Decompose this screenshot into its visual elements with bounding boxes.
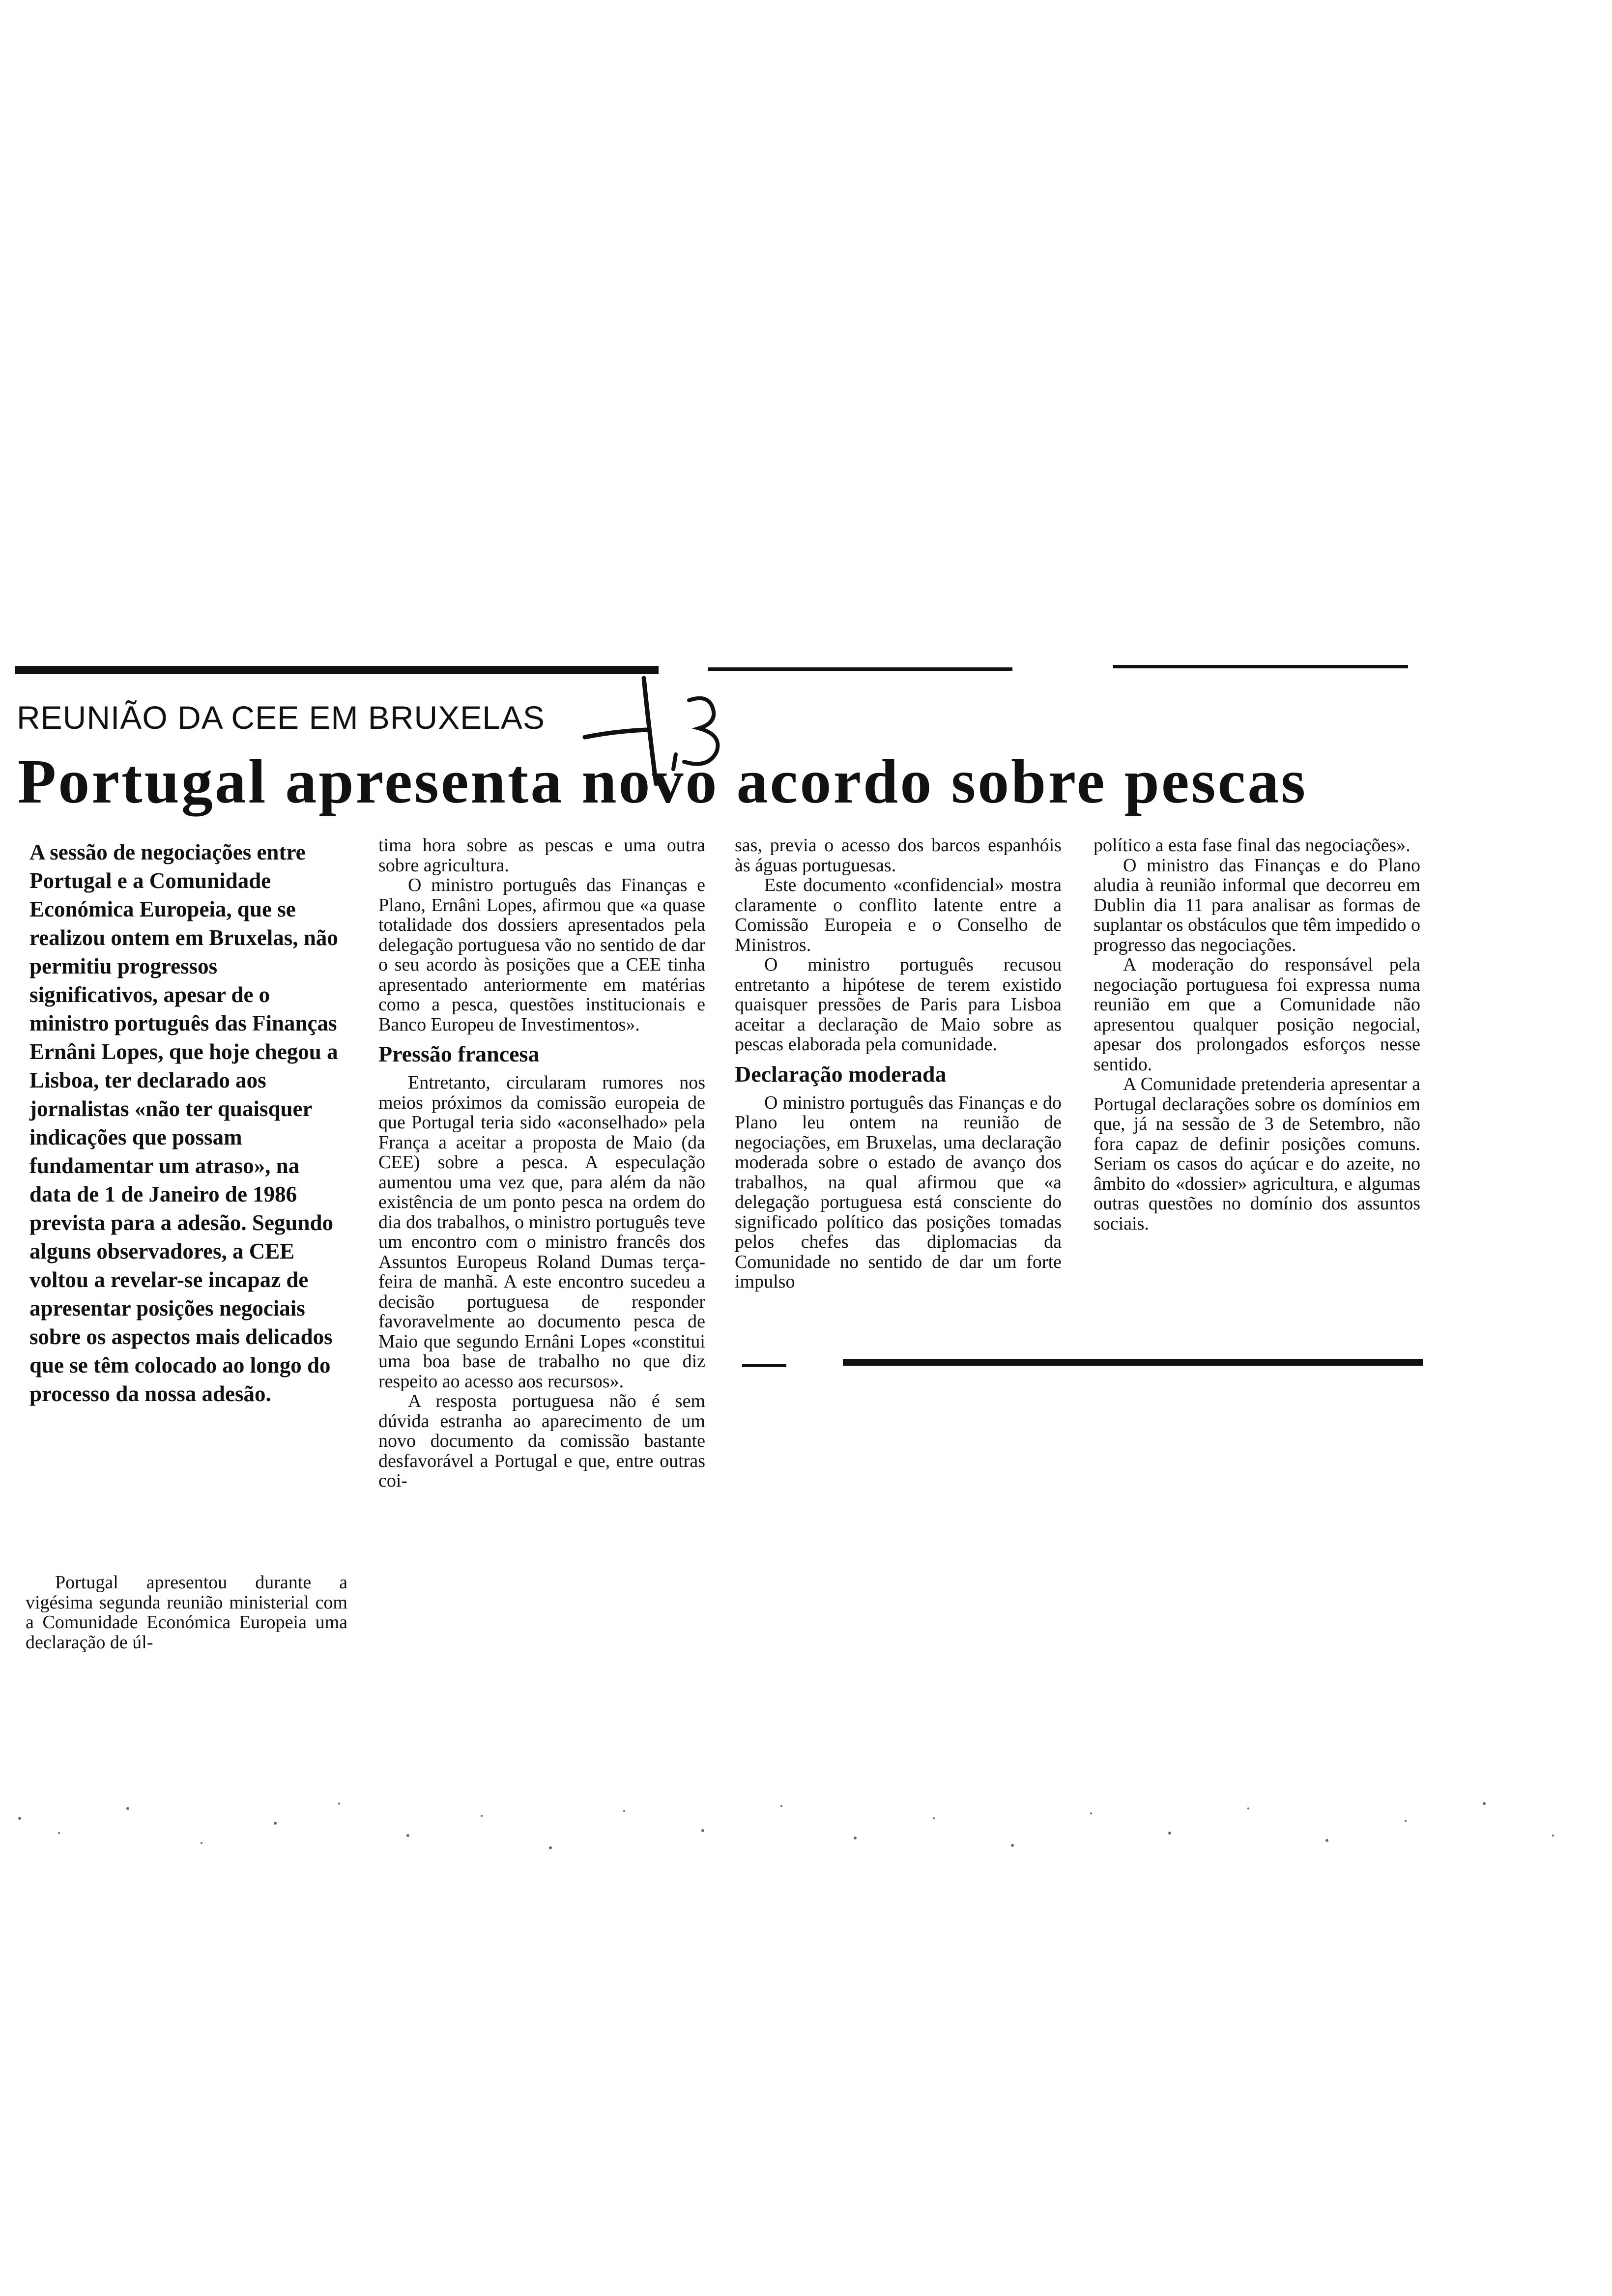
column-3-paragraph-2: Este documento «confidencial» mostra claramente o conflito latente entre a Comissão Europeia e o Conselho de Ministros. — [735, 875, 1062, 955]
column-4 — [1094, 835, 1420, 1234]
scan-noise — [0, 1789, 1612, 1917]
bottom-rule-short — [742, 1364, 786, 1367]
subhead-declaracao-moderada: Declaração moderada — [735, 1061, 947, 1087]
column-4-paragraph-1: político a esta fase final das negociações». — [1094, 835, 1410, 856]
subhead-pressao-francesa: Pressão francesa — [378, 1041, 540, 1066]
column-4-paragraph-2: O ministro das Finanças e do Plano aludia à reunião informal que decorreu em Dublin dia 11 para analisar as formas de suplantar os obstáculos que têm impedido o progresso das negociações. — [1094, 855, 1420, 955]
column-3 — [735, 835, 1062, 1292]
article-kicker: REUNIÃO DA CEE EM BRUXELAS — [17, 699, 545, 736]
top-rule-middle — [708, 667, 1012, 671]
column-2-paragraph-4: A resposta portuguesa não é sem dúvida estranha ao aparecimento de um novo documento da comissão bastante desfavorável a Portugal e que, entre outras coi- — [378, 1391, 705, 1491]
column-1-paragraph: Portugal apresentou durante a vigésima segunda reunião ministerial com a Comunidade Económica Europeia uma declaração de úl- — [26, 1572, 347, 1653]
column-2-paragraph-2: O ministro português das Finanças e Plano, Ernâni Lopes, afirmou que «a quase totalidade dos dossiers apresentados pela delegação portuguesa vão no sentido de dar o seu acordo às posições que a CEE tinha apresentado anteriormente em matérias como a pesca, questões institucionais e Banco Europeu de Investimentos». — [378, 875, 705, 1035]
column-3-paragraph-4: O ministro português das Finanças e do Plano leu ontem na reunião de negociações, em Bruxelas, uma declaração moderada sobre o estado de avanço dos trabalhos, na qual afirmou que «a delegação portuguesa está consciente do significado político das posições tomadas pelos chefes das diplomacias da Comunidade no sentido de dar um forte impulso — [735, 1092, 1062, 1292]
column-3-paragraph-3: O ministro português recusou entretanto a hipótese de terem existido quaisquer pressões de Paris para Lisboa aceitar a declaração de Maio sobre as pescas elaborada pela comunidade. — [735, 954, 1062, 1055]
column-3-paragraph-1: sas, previa o acesso dos barcos espanhóis às águas portuguesas. — [735, 835, 1062, 876]
column-1 — [26, 1573, 347, 1652]
column-2-paragraph-3: Entretanto, circularam rumores nos meios próximos da comissão europeia de que Portugal teria sido «aconselhado» pela França a aceitar a proposta de Maio (da CEE) sobre a pesca. A especulação aumentou uma vez que, para além da não existência de um ponto pesca na ordem do dia dos trabalhos, o ministro português teve um encontro com o ministro francês dos Assuntos Europeus Roland Dumas terça-feira de manhã. A este encontro sucedeu a decisão portuguesa de responder favoravelmente ao documento pesca de Maio que segundo Ernâni Lopes «constitui uma boa base de trabalho no que diz respeito ao acesso aos recursos». — [378, 1072, 705, 1392]
bottom-rule-long — [843, 1359, 1423, 1366]
top-rule-right — [1113, 665, 1408, 668]
article-headline: Portugal apresenta novo acordo sobre pescas — [18, 746, 1308, 816]
column-4-paragraph-4: A Comunidade pretenderia apresentar a Portugal declarações sobre os domínios em que, já na sessão de 3 de Setembro, não fora capaz de definir posições comuns. Seriam os casos do açúcar e do azeite, no âmbito do «dossier» agricultura, e algumas outras questões no domínio dos assuntos sociais. — [1094, 1074, 1420, 1234]
top-rule-left — [15, 666, 659, 674]
column-2-paragraph-1: tima hora sobre as pescas e uma outra sobre agricultura. — [378, 835, 705, 876]
column-4-paragraph-3: A moderação do responsável pela negociação portuguesa foi expressa numa reunião em que a Comunidade não apresentou qualquer posição negocial, apesar dos prolongados esforços nesse sentido. — [1094, 954, 1420, 1075]
column-2 — [378, 835, 705, 1491]
article-lead: A sessão de negociações entre Portugal e a Comunidade Económica Europeia, que se realizou ontem em Bruxelas, não permitiu progressos significativos, apesar de o ministro português das Finanças Ernâni Lopes, que hoje chegou a Lisboa, ter declarado aos jornalistas «não ter quaisquer indicações que possam fundamentar um atraso», na data de 1 de Janeiro de 1986 prevista para a adesão. Segundo alguns observadores, a CEE voltou a revelar-se incapaz de apresentar posições negociais sobre os aspectos mais delicados que se têm colocado ao longo do processo da nossa adesão. — [29, 840, 338, 1406]
